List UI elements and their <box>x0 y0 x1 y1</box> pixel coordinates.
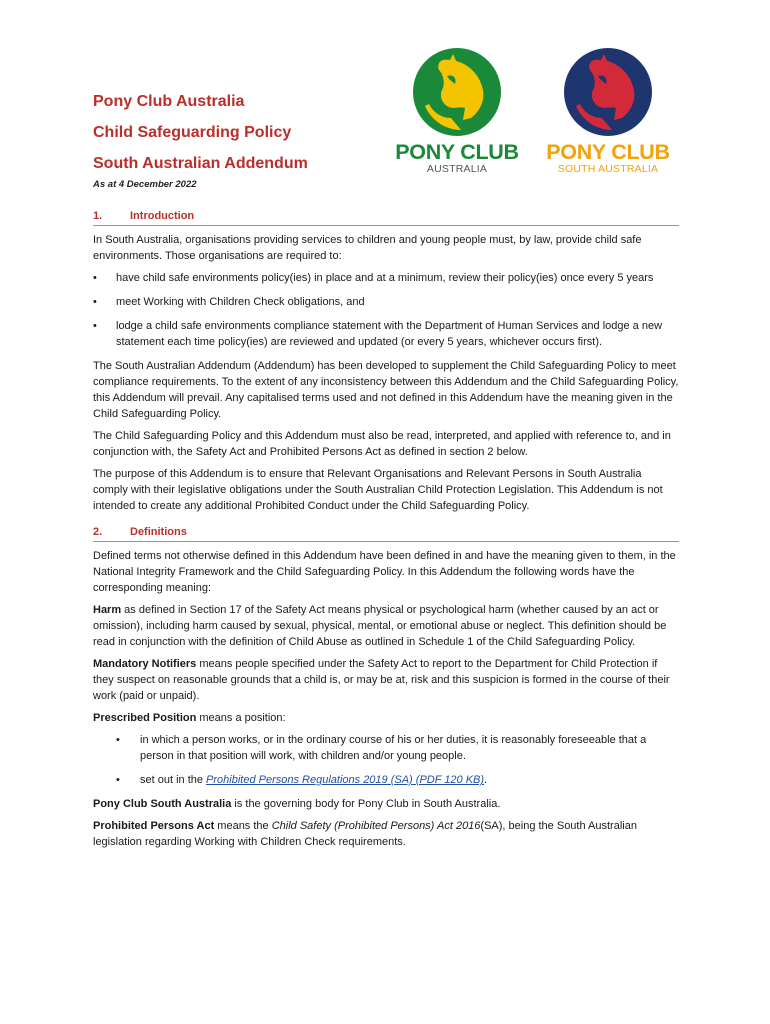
term: Prohibited Persons Act <box>93 820 215 832</box>
prohibited-persons-regulations-link[interactable]: Prohibited Persons Regulations 2019 (SA) (PDF 120 KB) <box>206 774 485 786</box>
act-title: Child Safety (Prohibited Persons) Act 2016 <box>271 820 481 832</box>
definition-harm <box>93 602 679 650</box>
prescribed-position-list <box>93 732 679 788</box>
section-heading-introduction <box>93 208 679 226</box>
logo-au-subtitle: AUSTRALIA <box>426 163 488 175</box>
pony-club-south-australia-logo <box>538 48 678 175</box>
section-heading-definitions <box>93 524 679 542</box>
pony-club-australia-logo <box>388 48 526 175</box>
list-item: • have child safe environments policy(ies) in place and at a minimum, review their policy(ies) once every 5 years <box>93 270 679 286</box>
list-item: • lodge a child safe environments compliance statement with the Department of Human Services and lodge a new statement each time policy(ies) are reviewed and updated (or every 5 years, whichever occurs first). <box>93 318 679 350</box>
term: Mandatory Notifiers <box>93 658 197 670</box>
logo-sa-subtitle: SOUTH AUSTRALIA <box>557 163 659 175</box>
title-line-2: Child Safeguarding Policy <box>93 124 292 141</box>
as-at-date: As at 4 December 2022 <box>93 179 197 190</box>
intro-paragraph: In South Australia, organisations providing services to children and young people must, by law, provide child safe environments. Those organisations are required to: <box>93 234 642 262</box>
list-item: • meet Working with Children Check obligations, and <box>93 294 679 310</box>
definition-text: as defined in Section 17 of the Safety Act means physical or psychological harm (whether caused by an act or omission), including harm caused by sexual, physical, mental, or emotional abuse or neglect. This definition should be read in conjunction with the definition of Child Abuse as outlined in Schedule 1 of the Child Safeguarding Policy. <box>93 604 667 648</box>
definition-pony-club-sa <box>93 796 679 812</box>
document-title <box>93 86 383 179</box>
requirements-list <box>93 270 679 350</box>
definition-text: means a position: <box>196 712 286 724</box>
definition-text: is the governing body for Pony Club in South Australia. <box>231 798 501 810</box>
horse-head-icon <box>564 48 652 136</box>
logo-sa-wordmark: PONY CLUB <box>546 140 670 164</box>
addendum-paragraph: The South Australian Addendum (Addendum) has been developed to supplement the Child Safeguarding Policy to meet compliance requirements. To the extent of any inconsistency between this Addendum and the Child Safeguarding Policy, this Addendum will prevail. Any capitalised terms used and not defined in this Addendum have the meaning given in the Child Safeguarding Policy. <box>93 360 679 420</box>
term: Prescribed Position <box>93 712 197 724</box>
list-item: • in which a person works, or in the ordinary course of his or her duties, it is reasonably foreseeable that a person in that position will work, with children and/or young people. <box>93 732 679 764</box>
term: Pony Club South Australia <box>93 798 232 810</box>
list-item-text: . <box>484 774 488 786</box>
reading-paragraph: The Child Safeguarding Policy and this Addendum must also be read, interpreted, and applied with reference to, and in conjunction with, the Safety Act and Prohibited Persons Act as defined in section 2 below. <box>93 430 671 458</box>
definition-mandatory-notifiers <box>93 656 679 704</box>
term: Harm <box>93 604 122 616</box>
section-number: 1. <box>93 210 103 222</box>
title-line-1: Pony Club Australia <box>93 93 245 110</box>
list-item-text: set out in the <box>140 774 207 786</box>
section-title: Introduction <box>130 210 195 222</box>
title-line-3: South Australian Addendum <box>93 155 308 172</box>
section-title: Definitions <box>130 526 187 538</box>
definitions-intro: Defined terms not otherwise defined in this Addendum have been defined in and have the meaning given to them, in the National Integrity Framework and the Child Safeguarding Policy. In this Addendum the following words have the corresponding meaning: <box>93 550 676 594</box>
definition-prescribed-position <box>93 710 679 726</box>
horse-head-icon <box>413 48 501 136</box>
logo-au-wordmark: PONY CLUB <box>395 140 519 164</box>
purpose-paragraph: The purpose of this Addendum is to ensure that Relevant Organisations and Relevant Persons in South Australia comply with their legislative obligations under the South Australian Child Protection Legislation. This Addendum is not intended to create any additional Prohibited Conduct under the Child Safeguarding Policy. <box>93 468 663 512</box>
definition-text: (SA), being the South Australian legislation regarding Working with Children Check requirements. <box>93 820 637 848</box>
list-item <box>93 772 679 788</box>
definition-text: means people specified under the Safety Act to report to the Department for Child Protection if they suspect on reasonable grounds that a child is, or may be at, risk and this suspicion is formed in the course of their work (paid or unpaid). <box>93 658 670 702</box>
definition-prohibited-persons-act <box>93 818 679 850</box>
section-number: 2. <box>93 526 103 538</box>
document-body <box>93 208 679 856</box>
definition-text: means the <box>214 820 272 832</box>
